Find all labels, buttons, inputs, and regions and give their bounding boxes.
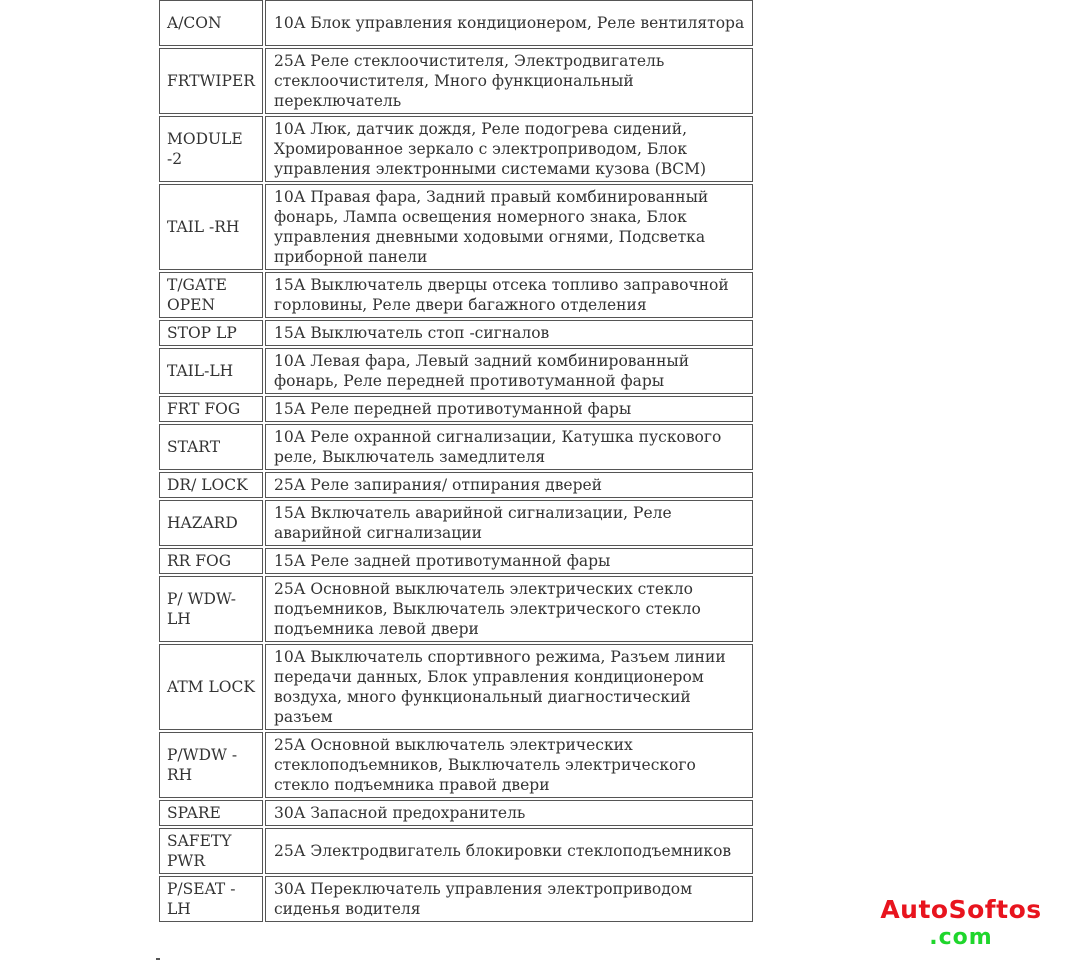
table-row: [159, 184, 753, 270]
fuse-description-cell: 25А Реле стеклоочистителя, Электродвигатель стеклоочистителя, Много функциональный переключатель: [265, 48, 753, 114]
fuse-table: [157, 0, 755, 924]
table-row: [159, 644, 753, 730]
table-row: [159, 272, 753, 318]
table-row: [159, 320, 753, 346]
fuse-code-cell: START: [159, 424, 263, 470]
table-row: [159, 876, 753, 922]
fuse-code-cell: TAIL -RH: [159, 184, 263, 270]
watermark-domain: .com: [929, 925, 993, 950]
fuse-description-cell: 25А Реле запирания/ отпирания дверей: [265, 472, 753, 498]
fuse-description-cell: 15А Выключатель дверцы отсека топливо заправочной горловины, Реле двери багажного отделения: [265, 272, 753, 318]
fuse-code-cell: SAFETY PWR: [159, 828, 263, 874]
table-row: [159, 548, 753, 574]
fuse-code-cell: P/ WDW-LH: [159, 576, 263, 642]
table-row: [159, 48, 753, 114]
table-row: [159, 576, 753, 642]
fuse-description-cell: 25А Основной выключатель электрических стекло подъемников, Выключатель электрического стекло подъемника левой двери: [265, 576, 753, 642]
fuse-code-cell: P/SEAT -LH: [159, 876, 263, 922]
table-row: [159, 396, 753, 422]
fuse-code-cell: T/GATE OPEN: [159, 272, 263, 318]
fuse-description-cell: 10А Блок управления кондиционером, Реле вентилятора: [265, 0, 753, 46]
fuse-code-cell: FRT FOG: [159, 396, 263, 422]
fuse-description-cell: 30А Запасной предохранитель: [265, 800, 753, 826]
table-row: [159, 0, 753, 46]
table-row: [159, 732, 753, 798]
fuse-description-cell: 10А Выключатель спортивного режима, Разъем линии передачи данных, Блок управления кондиционером воздуха, много функциональный диагностический разъем: [265, 644, 753, 730]
table-row: [159, 828, 753, 874]
table-row: [159, 116, 753, 182]
fuse-code-cell: ATM LOCK: [159, 644, 263, 730]
fuse-description-cell: 15А Реле передней противотуманной фары: [265, 396, 753, 422]
fuse-table-body: [159, 0, 753, 922]
fuse-code-cell: P/WDW -RH: [159, 732, 263, 798]
fuse-description-cell: 10А Реле охранной сигнализации, Катушка пускового реле, Выключатель замедлителя: [265, 424, 753, 470]
fuse-description-cell: 25А Основной выключатель электрических стеклоподъемников, Выключатель электрического стекло подъемника правой двери: [265, 732, 753, 798]
fuse-code-cell: RR FOG: [159, 548, 263, 574]
fuse-code-cell: MODULE -2: [159, 116, 263, 182]
fuse-description-cell: 10А Левая фара, Левый задний комбинированный фонарь, Реле передней противотуманной фары: [265, 348, 753, 394]
fuse-code-cell: FRTWIPER: [159, 48, 263, 114]
table-row: [159, 472, 753, 498]
watermark-name: AutoSoftos: [880, 895, 1042, 924]
table-row: [159, 424, 753, 470]
fuse-code-cell: DR/ LOCK: [159, 472, 263, 498]
table-row: [159, 348, 753, 394]
site-watermark: [866, 896, 1056, 952]
fuse-code-cell: A/CON: [159, 0, 263, 46]
fuse-description-cell: 10А Правая фара, Задний правый комбинированный фонарь, Лампа освещения номерного знака, Блок управления дневными ходовыми огнями, Подсветка приборной панели: [265, 184, 753, 270]
fuse-description-cell: 10А Люк, датчик дождя, Реле подогрева сидений, Хромированное зеркало с электроприводом, Блок управления электронными системами кузова (ВСМ): [265, 116, 753, 182]
fuse-code-cell: SPARE: [159, 800, 263, 826]
fuse-description-cell: 30А Переключатель управления электроприводом сиденья водителя: [265, 876, 753, 922]
fuse-description-cell: 15А Включатель аварийной сигнализации, Реле аварийной сигнализации: [265, 500, 753, 546]
fuse-description-cell: 25А Электродвигатель блокировки стеклоподъемников: [265, 828, 753, 874]
fuse-code-cell: TAIL-LH: [159, 348, 263, 394]
table-row: [159, 800, 753, 826]
table-edge-mark: [156, 958, 160, 960]
fuse-code-cell: HAZARD: [159, 500, 263, 546]
fuse-description-cell: 15А Реле задней противотуманной фары: [265, 548, 753, 574]
table-row: [159, 500, 753, 546]
fuse-code-cell: STOP LP: [159, 320, 263, 346]
fuse-description-cell: 15А Выключатель стоп -сигналов: [265, 320, 753, 346]
